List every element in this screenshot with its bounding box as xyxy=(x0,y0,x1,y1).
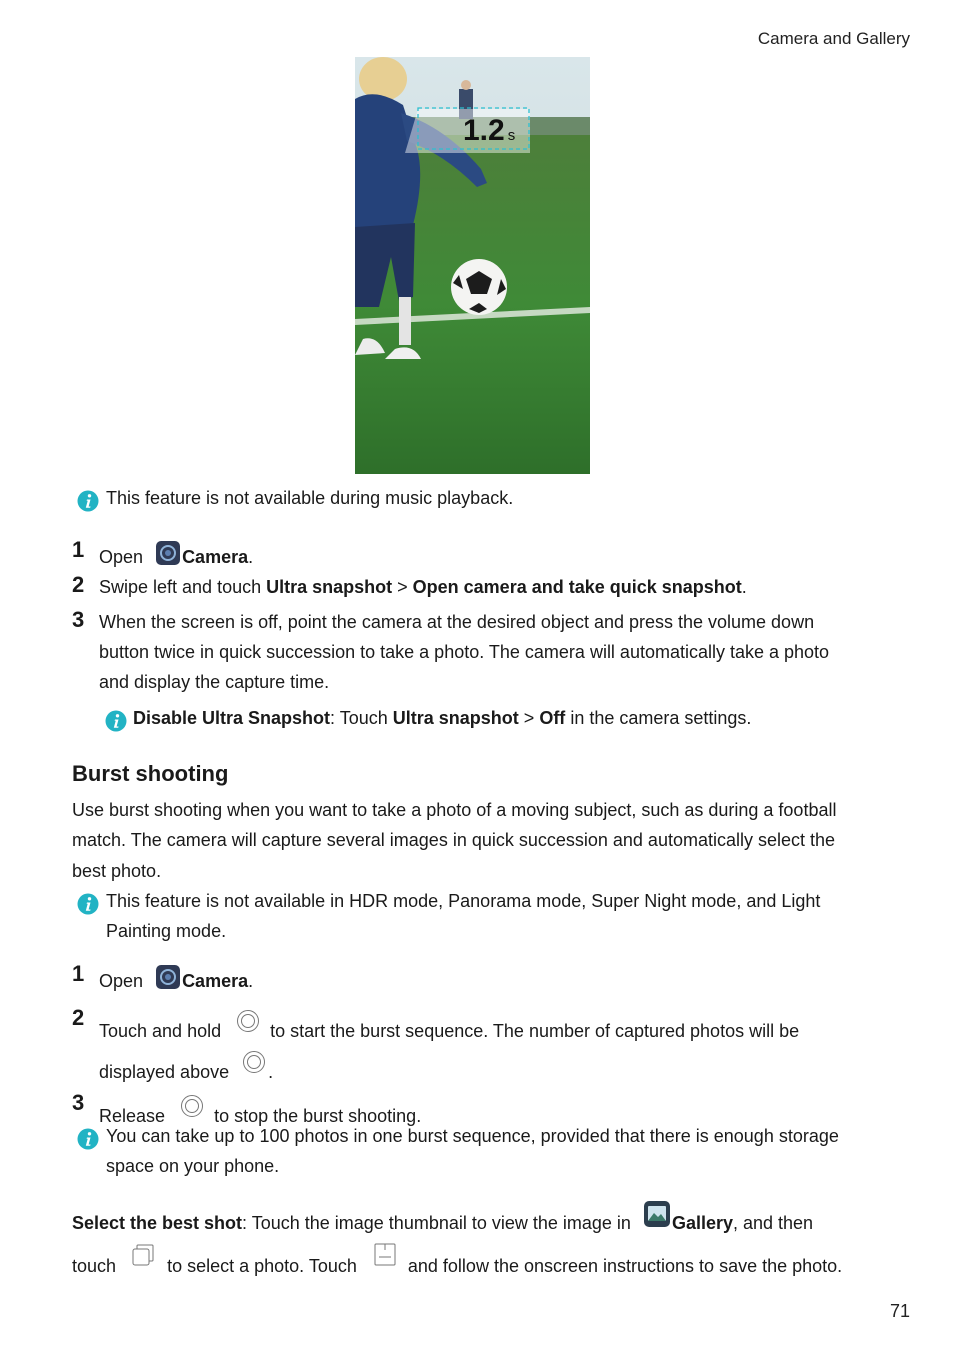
note-modes-line: Painting mode. xyxy=(106,921,227,941)
step-text: Touch and hold xyxy=(99,1021,222,1041)
note-music-playback: This feature is not available during music playback. xyxy=(106,488,514,508)
gallery-app-icon[interactable] xyxy=(644,1201,670,1227)
step-number: 1 xyxy=(72,537,85,562)
open-camera-quick-snapshot-label: Open camera and take quick snapshot xyxy=(412,577,742,597)
ultra-snapshot-label: Ultra snapshot xyxy=(266,577,393,597)
select-best-shot-label: Select the best shot xyxy=(72,1213,243,1233)
off-label: Off xyxy=(539,708,566,728)
select-best-shot-line xyxy=(72,1201,813,1234)
save-icon[interactable] xyxy=(372,1242,398,1268)
running-header: Camera and Gallery xyxy=(757,29,910,48)
separator: > xyxy=(518,708,540,728)
timer-value: 1.2 xyxy=(463,114,505,147)
step-text: to stop the burst shooting. xyxy=(214,1106,422,1126)
step-text-line: When the screen is off, point the camera at the desired object and press the volume down xyxy=(99,612,815,632)
step-text: : Touch the image thumbnail to view the image in xyxy=(242,1213,631,1233)
step-text: Release xyxy=(99,1106,166,1126)
burst-intro-line: match. The camera will capture several images in quick succession and automatically select the xyxy=(72,830,836,850)
shutter-button-icon[interactable] xyxy=(180,1094,204,1118)
step-text-line: button twice in quick succession to take a photo. The camera will automatically take a photo xyxy=(99,642,830,662)
info-icon xyxy=(77,1128,99,1150)
step-displayed-above xyxy=(99,1050,273,1083)
select-photos-icon[interactable] xyxy=(131,1242,157,1268)
step-number: 1 xyxy=(72,961,85,986)
step-open-camera xyxy=(99,965,253,992)
ultra-snapshot-photo xyxy=(355,57,590,474)
step-text-line: and display the capture time. xyxy=(99,672,330,692)
note-text: in the camera settings. xyxy=(565,708,752,728)
step-text: Open xyxy=(99,971,144,991)
step-text: Swipe left and touch xyxy=(99,577,267,597)
info-icon xyxy=(105,710,127,732)
punctuation: . xyxy=(741,577,747,597)
step-release-shutter xyxy=(99,1094,421,1127)
step-text: Open xyxy=(99,547,144,567)
disable-ultra-snapshot-label: Disable Ultra Snapshot xyxy=(133,708,331,728)
step-number: 3 xyxy=(72,607,85,632)
step-open-camera xyxy=(99,541,253,568)
punctuation: . xyxy=(248,971,254,991)
step-text: , and then xyxy=(733,1213,814,1233)
punctuation: . xyxy=(268,1062,274,1082)
burst-intro-line: Use burst shooting when you want to take a photo of a moving subject, such as during a football xyxy=(72,800,837,820)
separator: > xyxy=(392,577,413,597)
section-heading-burst-shooting: Burst shooting xyxy=(72,761,229,786)
step-number: 2 xyxy=(72,1005,85,1030)
shutter-button-icon[interactable] xyxy=(236,1009,260,1033)
camera-app-icon[interactable] xyxy=(156,965,180,989)
step-text: displayed above xyxy=(99,1062,230,1082)
step-text: to start the burst sequence. The number of captured photos will be xyxy=(270,1021,800,1041)
step-text: to select a photo. Touch xyxy=(167,1256,357,1276)
step-number: 2 xyxy=(72,572,85,597)
select-best-shot-line-2 xyxy=(72,1242,842,1277)
note-modes-line: This feature is not available in HDR mode, Panorama mode, Super Night mode, and Light xyxy=(106,891,821,911)
note-limit-line: You can take up to 100 photos in one burst sequence, provided that there is enough storage xyxy=(106,1126,839,1146)
burst-intro-line: best photo. xyxy=(72,861,162,881)
step-text: and follow the onscreen instructions to save the photo. xyxy=(407,1256,843,1276)
note-disable-ultra-snapshot xyxy=(133,707,751,729)
info-icon xyxy=(77,490,99,512)
camera-app-label: Camera xyxy=(182,971,249,991)
info-icon xyxy=(77,893,99,915)
punctuation: . xyxy=(248,547,254,567)
step-touch-hold-shutter xyxy=(99,1009,799,1042)
step-number: 3 xyxy=(72,1090,85,1115)
note-limit-line: space on your phone. xyxy=(106,1156,280,1176)
camera-app-icon[interactable] xyxy=(156,541,180,565)
timer-readout xyxy=(463,114,515,153)
ultra-snapshot-label: Ultra snapshot xyxy=(392,708,519,728)
timer-unit: s xyxy=(507,127,516,144)
gallery-app-label: Gallery xyxy=(671,1213,733,1233)
step-text: touch xyxy=(72,1256,117,1276)
camera-app-label: Camera xyxy=(182,547,249,567)
note-text: : Touch xyxy=(330,708,393,728)
step-swipe-ultra-snapshot xyxy=(99,576,747,598)
page-number: 71 xyxy=(889,1301,910,1321)
shutter-button-icon[interactable] xyxy=(242,1050,266,1074)
